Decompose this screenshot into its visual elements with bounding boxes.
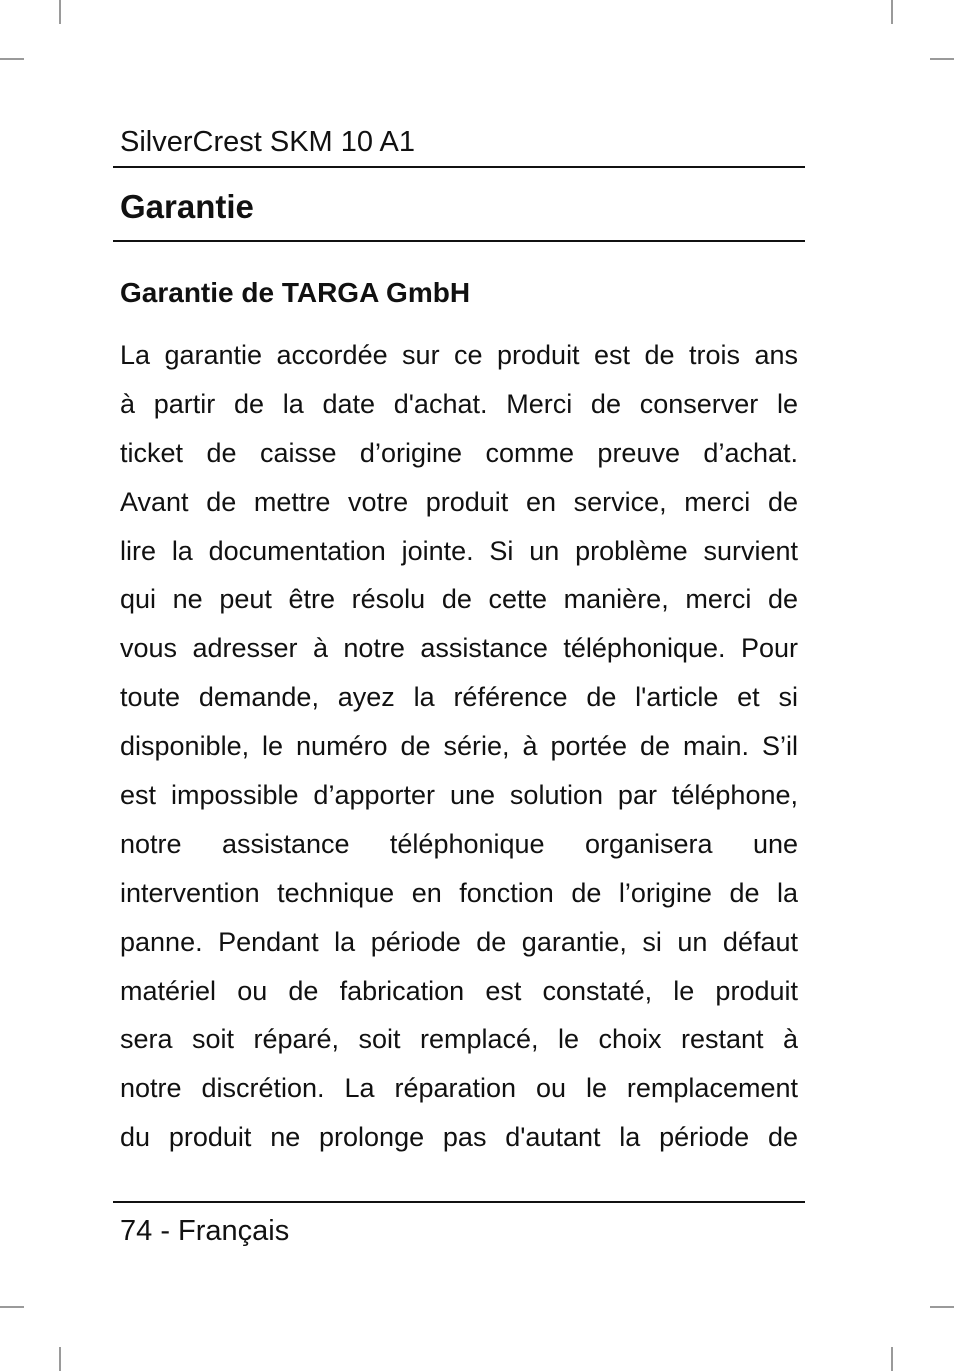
crop-mark-left-top xyxy=(0,58,24,60)
body-line: panne. Pendant la période de garantie, si un défaut xyxy=(120,926,798,957)
body-line: notre assistance téléphonique organisera une xyxy=(120,828,798,859)
body-line: vous adresser à notre assistance téléphonique. Pour xyxy=(120,633,798,664)
body-line: Avant de mettre votre produit en service, merci de xyxy=(120,486,798,517)
body-line: lire la documentation jointe. Si un problème survient xyxy=(120,535,798,566)
body-line: disponible, le numéro de série, à portée de main. S’il xyxy=(120,731,798,762)
crop-mark-right-top xyxy=(930,58,954,60)
body-line: du produit ne prolonge pas d'autant la période de xyxy=(120,1122,798,1153)
body-line: toute demande, ayez la référence de l'article et si xyxy=(120,682,798,713)
body-line: ticket de caisse d’origine comme preuve d’achat. xyxy=(120,437,798,468)
body-line: intervention technique en fonction de l’origine de la xyxy=(120,877,798,908)
crop-mark-right-bottom xyxy=(930,1306,954,1308)
body-line: sera soit réparé, soit remplacé, le choix restant à xyxy=(120,1024,798,1055)
crop-mark-top-right xyxy=(891,0,893,24)
crop-mark-bottom-right xyxy=(891,1347,893,1371)
crop-mark-top-left xyxy=(59,0,61,24)
crop-mark-left-bottom xyxy=(0,1306,24,1308)
subsection-title: Garantie de TARGA GmbH xyxy=(120,277,471,308)
body-line: matériel ou de fabrication est constaté, le produit xyxy=(120,975,798,1006)
body-line: La garantie accordée sur ce produit est de trois ans xyxy=(120,340,798,370)
page-footer: 74 - Français xyxy=(120,1215,290,1247)
body-line: qui ne peut être résolu de cette manière, merci de xyxy=(120,584,798,615)
footer-rule xyxy=(113,1201,805,1203)
body-text xyxy=(120,331,798,1162)
body-line: notre discrétion. La réparation ou le remplacement xyxy=(120,1073,798,1104)
body-line: à partir de la date d'achat. Merci de conserver le xyxy=(120,388,798,419)
body-line: est impossible d’apporter une solution par téléphone, xyxy=(120,780,798,811)
running-header: SilverCrest SKM 10 A1 xyxy=(120,126,415,158)
header-rule xyxy=(113,166,805,168)
section-rule xyxy=(113,240,805,242)
crop-mark-bottom-left xyxy=(59,1347,61,1371)
section-title: Garantie xyxy=(120,188,254,225)
